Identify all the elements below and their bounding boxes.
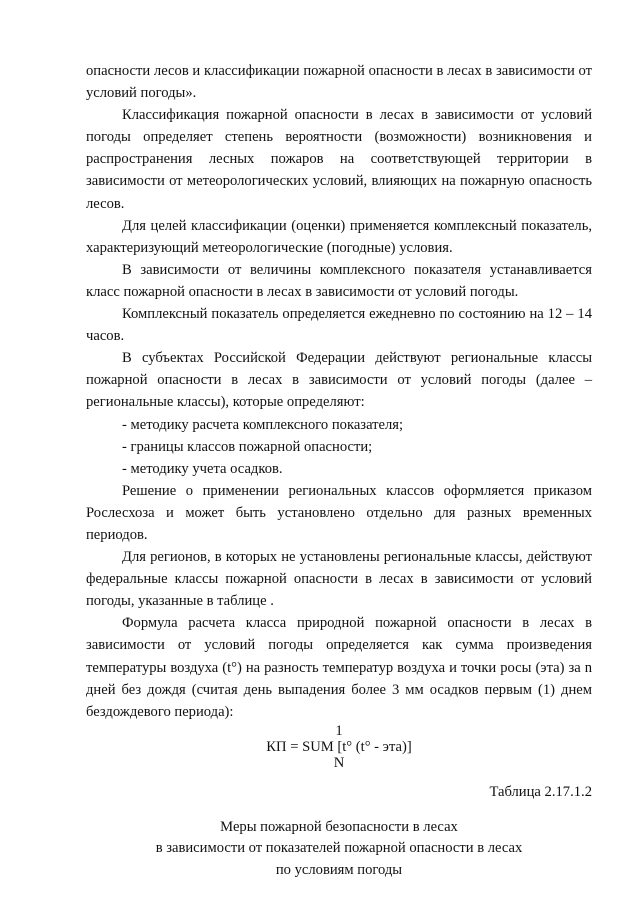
paragraph: В зависимости от величины комплексного показателя устанавливается класс пожарной опасности в лесах в зависимости от условий погоды. (86, 261, 592, 300)
list-item: - методику учета осадков. (122, 460, 283, 477)
list-item: - методику расчета комплексного показателя; (122, 416, 404, 433)
paragraph: Для целей классификации (оценки) применяется комплексный показатель, характеризующий метеорологические (погодные) условия. (86, 217, 592, 256)
table-title-line: Меры пожарной безопасности в лесах (220, 818, 458, 835)
table-caption: Таблица 2.17.1.2 (489, 783, 592, 800)
formula-denominator: N (333, 754, 345, 771)
formula-main: КП = SUM [t° (t° - эта)] (266, 738, 412, 755)
paragraph: Комплексный показатель определяется ежедневно по состоянию на 12 – 14 часов. (86, 306, 592, 345)
formula (86, 723, 592, 771)
document-page (86, 60, 592, 881)
table-title-line: в зависимости от показателей пожарной опасности в лесах (155, 840, 523, 857)
paragraph: Классификация пожарной опасности в лесах в зависимости от условий погоды определяет степень вероятности (возможности) возникновения и распространения лесных пожаров на соответствующей территории в зависимости от метеорологических условий, влияющих на пожарную опасность лесов. (86, 107, 592, 212)
paragraph: опасности лесов и классификации пожарной опасности в лесах в зависимости от условий погоды». (86, 63, 592, 102)
paragraph: Решение о применении региональных классов оформляется приказом Рослесхоза и может быть установлено отдельно для разных временных периодов. (86, 482, 592, 543)
table-title (86, 817, 592, 882)
paragraph: Формула расчета класса природной пожарной опасности в лесах в зависимости от условий погоды определяется как сумма произведения температуры воздуха (t°) на разность температур воздуха и точки росы (эта) за n дней без дождя (считая день выпадения более 3 мм осадков первым (1) днем бездождевого периода): (86, 615, 592, 720)
list-item: - границы классов пожарной опасности; (122, 438, 373, 455)
paragraph: В субъектах Российской Федерации действуют региональные классы пожарной опасности в лесах в зависимости от условий погоды (далее – региональные классы), которые определяют: (86, 350, 592, 411)
formula-numerator: 1 (335, 722, 343, 739)
paragraph: Для регионов, в которых не установлены региональные классы, действуют федеральные классы пожарной опасности в лесах в зависимости от условий погоды, указанные в таблице . (86, 549, 592, 610)
table-title-line: по условиям погоды (275, 861, 403, 878)
